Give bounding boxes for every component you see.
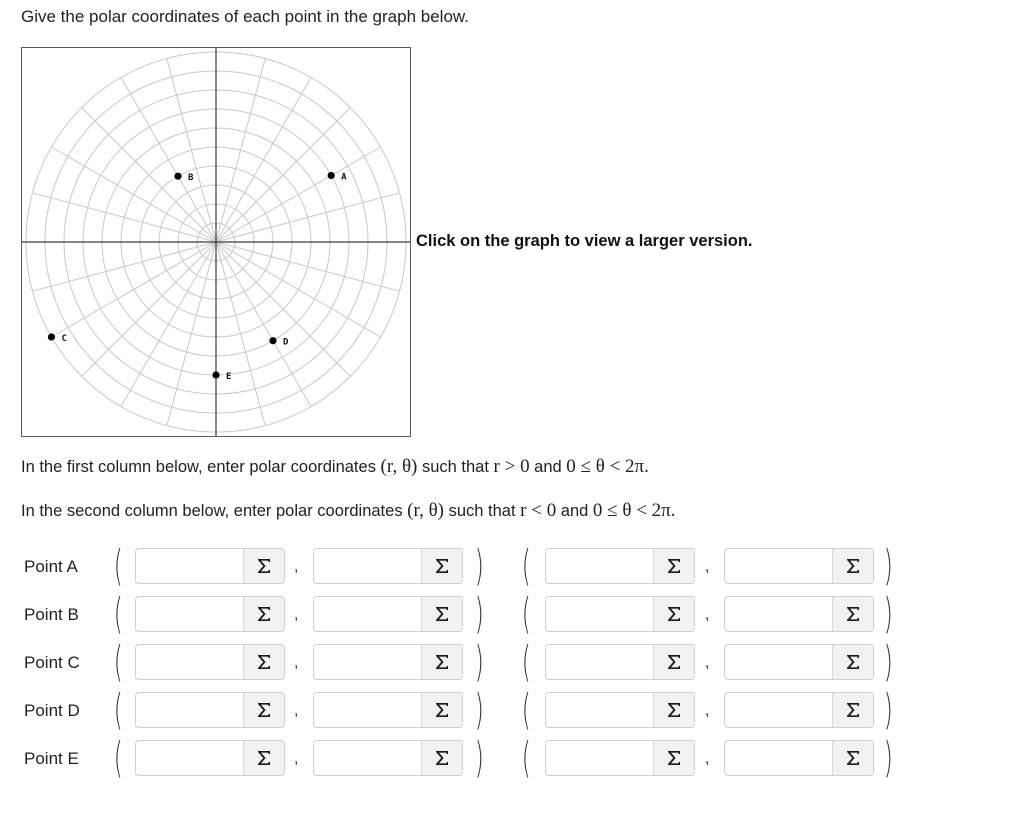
grid-spoke bbox=[32, 193, 216, 242]
enlarge-graph-note: Click on the graph to view a larger version. bbox=[416, 232, 753, 250]
grid-spoke bbox=[167, 242, 216, 426]
instruction-text: In the first column below, enter polar coordinates bbox=[21, 458, 376, 476]
theta-input[interactable] bbox=[725, 741, 833, 775]
comma-separator: , bbox=[705, 606, 710, 623]
answer-field bbox=[135, 596, 285, 632]
grid-spoke bbox=[216, 77, 311, 242]
sigma-button[interactable] bbox=[653, 741, 694, 775]
grid-spoke bbox=[82, 108, 216, 242]
condition-math: r < 0 bbox=[520, 500, 557, 521]
open-paren: ( bbox=[113, 733, 123, 782]
answer-field bbox=[545, 548, 695, 584]
r-input[interactable] bbox=[136, 549, 244, 583]
grid-spoke bbox=[51, 242, 216, 337]
grid-spoke bbox=[216, 242, 265, 426]
answer-row bbox=[0, 541, 1024, 590]
answer-row bbox=[0, 589, 1024, 638]
sigma-icon bbox=[435, 654, 449, 670]
comma-separator: , bbox=[705, 702, 710, 719]
r-input[interactable] bbox=[136, 645, 244, 679]
answer-field bbox=[313, 644, 463, 680]
open-paren: ( bbox=[113, 637, 123, 686]
point-a bbox=[328, 172, 335, 179]
sigma-button[interactable] bbox=[243, 597, 284, 631]
answer-field bbox=[724, 740, 874, 776]
sigma-button[interactable] bbox=[243, 693, 284, 727]
r-input[interactable] bbox=[136, 693, 244, 727]
sigma-icon bbox=[435, 702, 449, 718]
instruction-text: such that bbox=[421, 458, 489, 476]
answer-field bbox=[724, 548, 874, 584]
sigma-button[interactable] bbox=[653, 693, 694, 727]
sigma-icon bbox=[846, 654, 860, 670]
theta-input[interactable] bbox=[314, 645, 422, 679]
row-label: Point E bbox=[24, 749, 79, 768]
theta-input[interactable] bbox=[725, 597, 833, 631]
theta-input[interactable] bbox=[314, 549, 422, 583]
comma-separator: , bbox=[294, 654, 299, 671]
theta-input[interactable] bbox=[725, 693, 833, 727]
grid-spoke bbox=[216, 193, 400, 242]
condition-math: 0 ≤ θ < 2π. bbox=[566, 456, 649, 477]
r-input[interactable] bbox=[546, 645, 654, 679]
point-label-c: C bbox=[61, 334, 67, 344]
r-input[interactable] bbox=[546, 549, 654, 583]
open-paren: ( bbox=[113, 589, 123, 638]
sigma-button[interactable] bbox=[832, 597, 873, 631]
sigma-icon bbox=[846, 702, 860, 718]
r-input[interactable] bbox=[136, 741, 244, 775]
open-paren: ( bbox=[113, 541, 123, 590]
answer-field bbox=[545, 692, 695, 728]
open-paren: ( bbox=[521, 685, 531, 734]
comma-separator: , bbox=[705, 654, 710, 671]
answer-field bbox=[313, 548, 463, 584]
answer-row bbox=[0, 637, 1024, 686]
sigma-button[interactable] bbox=[421, 693, 462, 727]
sigma-icon bbox=[435, 606, 449, 622]
comma-separator: , bbox=[294, 558, 299, 575]
sigma-icon bbox=[846, 750, 860, 766]
sigma-icon bbox=[435, 558, 449, 574]
answer-field bbox=[135, 740, 285, 776]
sigma-icon bbox=[435, 750, 449, 766]
close-paren: ) bbox=[883, 733, 893, 782]
sigma-icon bbox=[257, 750, 271, 766]
grid-spoke bbox=[121, 242, 216, 407]
theta-input[interactable] bbox=[725, 549, 833, 583]
row-label: Point D bbox=[24, 701, 80, 720]
sigma-button[interactable] bbox=[653, 597, 694, 631]
grid-spoke bbox=[216, 242, 400, 291]
sigma-button[interactable] bbox=[421, 597, 462, 631]
answer-field bbox=[135, 548, 285, 584]
r-input[interactable] bbox=[546, 741, 654, 775]
open-paren: ( bbox=[113, 685, 123, 734]
point-label-d: D bbox=[283, 337, 289, 348]
condition-math: 0 ≤ θ < 2π. bbox=[592, 500, 676, 521]
sigma-icon bbox=[257, 702, 271, 718]
polar-grid bbox=[22, 48, 410, 436]
theta-input[interactable] bbox=[314, 693, 422, 727]
open-paren: ( bbox=[521, 733, 531, 782]
comma-separator: , bbox=[294, 606, 299, 623]
grid-spoke bbox=[216, 242, 381, 337]
grid-spoke bbox=[216, 242, 350, 376]
close-paren: ) bbox=[883, 685, 893, 734]
instruction-text: and bbox=[560, 502, 589, 520]
open-paren: ( bbox=[521, 637, 531, 686]
row-label: Point A bbox=[24, 557, 78, 576]
comma-separator: , bbox=[294, 702, 299, 719]
r-input[interactable] bbox=[546, 597, 654, 631]
point-d bbox=[269, 337, 276, 344]
theta-input[interactable] bbox=[314, 741, 422, 775]
comma-separator: , bbox=[705, 558, 710, 575]
coord-math: (r, θ) bbox=[407, 500, 444, 521]
answer-field bbox=[545, 740, 695, 776]
answer-field bbox=[135, 692, 285, 728]
sigma-button[interactable] bbox=[832, 549, 873, 583]
sigma-icon bbox=[667, 606, 681, 622]
sigma-icon bbox=[257, 606, 271, 622]
answer-field bbox=[545, 644, 695, 680]
grid-spoke bbox=[216, 58, 265, 242]
point-label-b: B bbox=[188, 173, 194, 184]
answer-field bbox=[135, 644, 285, 680]
sigma-button[interactable] bbox=[243, 549, 284, 583]
answer-field bbox=[313, 692, 463, 728]
condition-math: r > 0 bbox=[493, 456, 530, 477]
answer-field bbox=[724, 596, 874, 632]
instruction-first-column bbox=[21, 456, 649, 478]
sigma-icon bbox=[257, 654, 271, 670]
sigma-icon bbox=[846, 558, 860, 574]
instruction-second-column bbox=[21, 500, 676, 522]
close-paren: ) bbox=[474, 541, 484, 590]
answer-field bbox=[313, 740, 463, 776]
sigma-icon bbox=[667, 750, 681, 766]
close-paren: ) bbox=[474, 733, 484, 782]
point-c bbox=[48, 333, 55, 340]
close-paren: ) bbox=[883, 637, 893, 686]
sigma-icon bbox=[667, 702, 681, 718]
sigma-icon bbox=[257, 558, 271, 574]
sigma-button[interactable] bbox=[421, 549, 462, 583]
instruction-text: and bbox=[534, 458, 562, 476]
point-e bbox=[212, 371, 219, 378]
r-input[interactable] bbox=[546, 693, 654, 727]
theta-input[interactable] bbox=[725, 645, 833, 679]
theta-input[interactable] bbox=[314, 597, 422, 631]
close-paren: ) bbox=[474, 637, 484, 686]
grid-spoke bbox=[167, 58, 216, 242]
open-paren: ( bbox=[521, 589, 531, 638]
question-prompt: Give the polar coordinates of each point in the graph below. bbox=[21, 7, 469, 26]
grid-spoke bbox=[216, 147, 381, 242]
sigma-icon bbox=[667, 558, 681, 574]
instruction-text: such that bbox=[448, 502, 516, 520]
answer-field bbox=[313, 596, 463, 632]
grid-spoke bbox=[32, 242, 216, 291]
grid-spoke bbox=[121, 77, 216, 242]
close-paren: ) bbox=[883, 589, 893, 638]
r-input[interactable] bbox=[136, 597, 244, 631]
answer-field bbox=[724, 644, 874, 680]
close-paren: ) bbox=[883, 541, 893, 590]
row-label: Point B bbox=[24, 605, 79, 624]
sigma-button[interactable] bbox=[421, 645, 462, 679]
coord-math: (r, θ) bbox=[380, 456, 418, 477]
sigma-icon bbox=[667, 654, 681, 670]
sigma-button[interactable] bbox=[243, 741, 284, 775]
close-paren: ) bbox=[474, 685, 484, 734]
answer-row bbox=[0, 685, 1024, 734]
grid-spoke bbox=[51, 147, 216, 242]
sigma-button[interactable] bbox=[243, 645, 284, 679]
answer-row bbox=[0, 733, 1024, 782]
sigma-button[interactable] bbox=[832, 693, 873, 727]
open-paren: ( bbox=[521, 541, 531, 590]
polar-graph[interactable] bbox=[21, 47, 411, 437]
point-b bbox=[174, 173, 181, 180]
grid-spoke bbox=[82, 242, 216, 376]
comma-separator: , bbox=[705, 750, 710, 767]
answer-field bbox=[545, 596, 695, 632]
sigma-button[interactable] bbox=[832, 645, 873, 679]
answer-field bbox=[724, 692, 874, 728]
sigma-button[interactable] bbox=[421, 741, 462, 775]
row-label: Point C bbox=[24, 653, 80, 672]
point-label-a: A bbox=[341, 172, 347, 183]
instruction-text: In the second column below, enter polar coordinates bbox=[21, 502, 403, 520]
point-label-e: E bbox=[226, 372, 232, 382]
sigma-button[interactable] bbox=[653, 549, 694, 583]
comma-separator: , bbox=[294, 750, 299, 767]
sigma-button[interactable] bbox=[653, 645, 694, 679]
sigma-button[interactable] bbox=[832, 741, 873, 775]
sigma-icon bbox=[846, 606, 860, 622]
close-paren: ) bbox=[474, 589, 484, 638]
